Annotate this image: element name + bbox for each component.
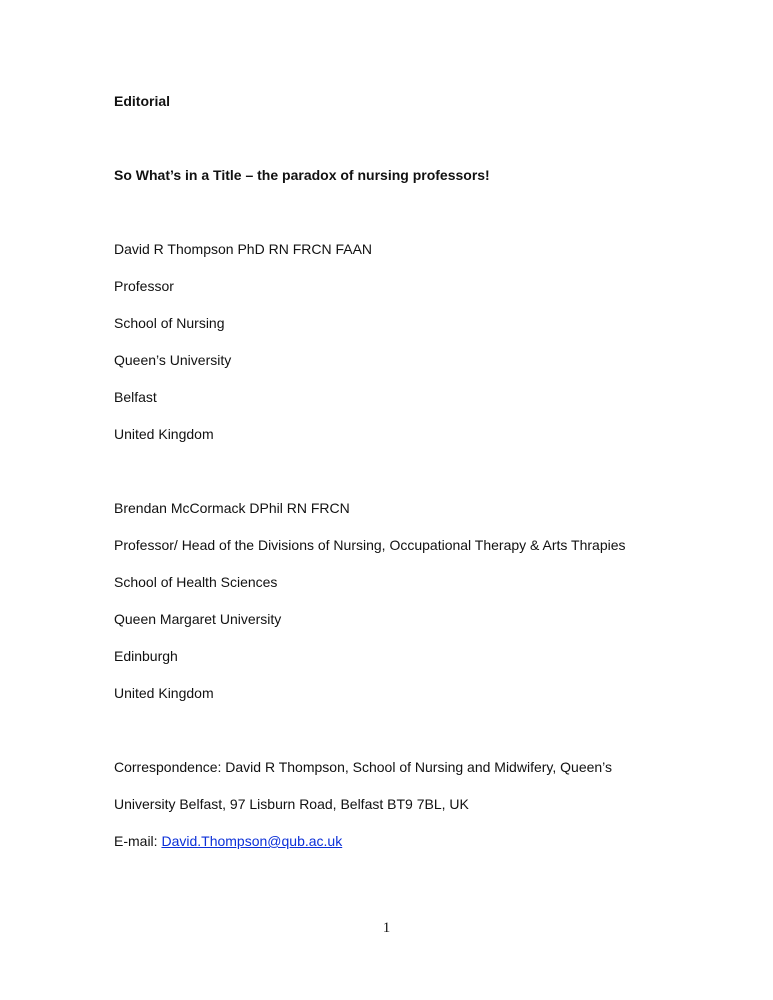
author-institution: Queen’s University: [114, 352, 232, 368]
author-institution: Queen Margaret University: [114, 611, 282, 627]
author-department: School of Nursing: [114, 315, 225, 331]
email-label: E-mail:: [114, 833, 162, 849]
correspondence-line-1: Correspondence: David R Thompson, School of Nursing and Midwifery, Queen’s: [114, 759, 613, 775]
author-name: David R Thompson PhD RN FRCN FAAN: [114, 241, 373, 257]
email-line: [114, 832, 342, 850]
author-position: Professor: [114, 278, 174, 294]
author-city: Edinburgh: [114, 648, 178, 664]
correspondence-line-2: University Belfast, 97 Lisburn Road, Belfast BT9 7BL, UK: [114, 796, 469, 812]
email-link[interactable]: David.Thompson@qub.ac.uk: [161, 833, 343, 849]
article-title: So What’s in a Title – the paradox of nursing professors!: [114, 167, 490, 183]
author-country: United Kingdom: [114, 426, 214, 442]
author-city: Belfast: [114, 389, 157, 405]
author-position: Professor/ Head of the Divisions of Nursing, Occupational Therapy & Arts Thrapies: [114, 537, 626, 553]
section-label: Editorial: [114, 93, 171, 109]
author-department: School of Health Sciences: [114, 574, 278, 590]
author-country: United Kingdom: [114, 685, 214, 701]
page-number: 1: [382, 920, 391, 936]
author-name: Brendan McCormack DPhil RN FRCN: [114, 500, 350, 516]
